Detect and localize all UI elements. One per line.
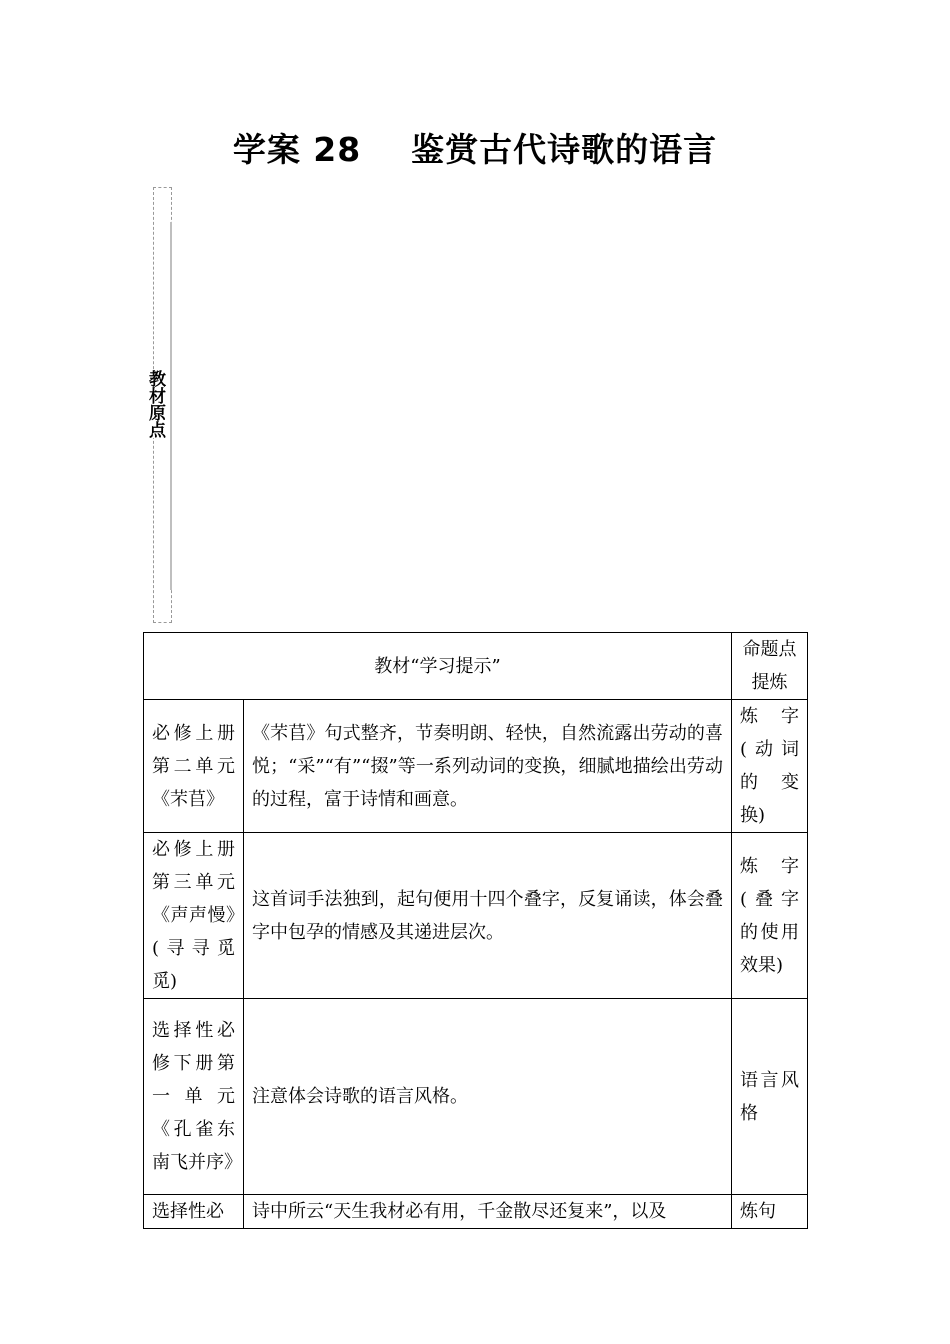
row-source: 必修上册第二单元《芣苢》: [144, 700, 244, 833]
study-table: [143, 632, 808, 1229]
table-row: [144, 833, 808, 999]
row-hint: 这首词手法独到，起句便用十四个叠字，反复诵读，体会叠字中包孕的情感及其递进层次。: [244, 833, 732, 999]
table-row: [144, 700, 808, 833]
row-source: 必修上册第三单元《声声慢》(寻寻觅觅): [144, 833, 244, 999]
page-title: 学案 28 鉴赏古代诗歌的语言: [232, 130, 718, 169]
side-label: 教材原点: [145, 370, 165, 438]
row-point: 炼句: [732, 1195, 808, 1229]
header-point: 命题点提炼: [732, 633, 808, 700]
side-divider: [170, 222, 172, 590]
row-hint: 注意体会诗歌的语言风格。: [244, 999, 732, 1195]
row-hint: 诗中所云“天生我材必有用，千金散尽还复来”，以及: [244, 1195, 732, 1229]
row-point: 炼字(动词的变换): [732, 700, 808, 833]
row-source: 选择性必: [144, 1195, 244, 1229]
table-row: [144, 1195, 808, 1229]
row-point: 语言风格: [732, 999, 808, 1195]
header-material: 教材“学习提示”: [144, 633, 732, 700]
row-source: 选择性必修下册第一单元《孔雀东南飞并序》: [144, 999, 244, 1195]
row-hint: 《芣苢》句式整齐，节奏明朗、轻快，自然流露出劳动的喜悦；“采”“有”“掇”等一系列动词的变换，细腻地描绘出劳动的过程，富于诗情和画意。: [244, 700, 732, 833]
row-point: 炼字(叠字的使用效果): [732, 833, 808, 999]
table-row: [144, 999, 808, 1195]
table-header-row: [144, 633, 808, 700]
